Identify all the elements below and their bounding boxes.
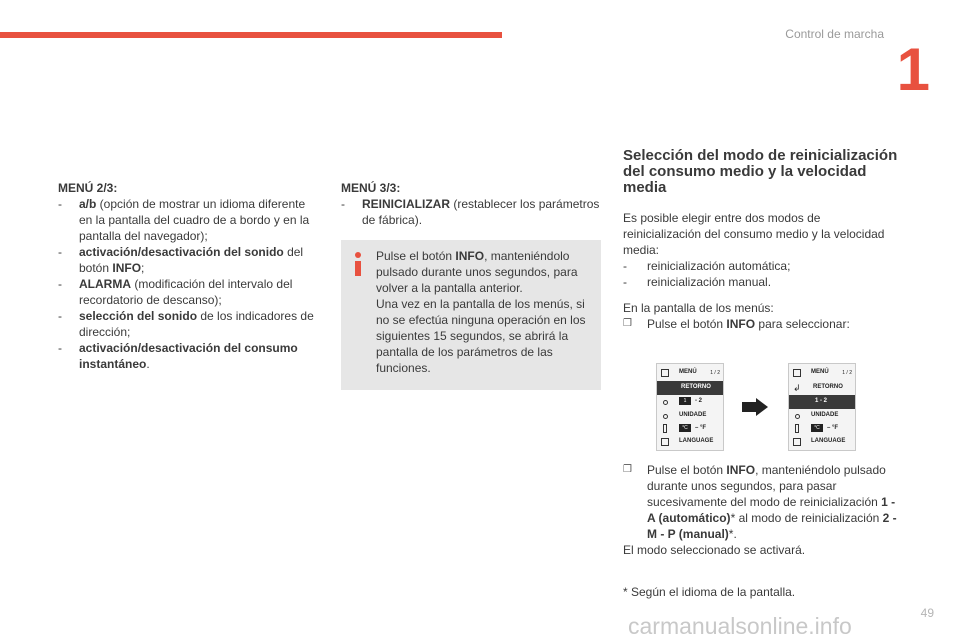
screen-temp-selected: °C — [811, 424, 823, 432]
column-menu-2-3 — [58, 180, 320, 372]
screen-language-row — [657, 435, 723, 449]
list-item — [58, 196, 320, 244]
item-bold: activación/desactivación del sonido — [79, 245, 284, 259]
unit-icon — [795, 414, 800, 419]
column-reset-mode — [623, 148, 898, 332]
item-text: (modificación del intervalo del recordatorio de descanso); — [79, 277, 293, 307]
screen-menu-row — [657, 366, 723, 380]
list-item — [58, 340, 320, 372]
display-screen-before — [656, 363, 724, 451]
screen-temp-row — [789, 422, 855, 436]
press-text: Pulse el botón — [647, 317, 727, 331]
press-bold: 2 - M - P (manual) — [647, 511, 897, 541]
screen-page-indicator: 1 / 2 — [842, 370, 852, 376]
thermometer-icon — [795, 424, 799, 433]
list-item: - reinicialización automática; — [623, 258, 898, 274]
press-text: *. — [728, 527, 737, 541]
screen-unidade-label: UNIDADE — [811, 412, 839, 418]
screen-retorno-label: RETORNO — [681, 384, 711, 390]
screen-language-label: LANGUAGE — [811, 438, 846, 444]
press-bold: INFO — [726, 317, 756, 331]
chapter-number: 1 — [896, 36, 930, 103]
item-text: ; — [141, 261, 145, 275]
press-text: * al modo de reinicialización — [730, 511, 883, 525]
press-info-select — [623, 316, 898, 332]
list-item — [341, 196, 603, 228]
menu-2-3-heading: MENÚ 2/3: — [58, 181, 118, 195]
menu-2-3-list — [58, 196, 320, 372]
menu-icon — [793, 369, 801, 377]
press-bold: INFO — [726, 463, 756, 477]
press-bold: 1 - A (automático) — [647, 495, 896, 525]
section-title: Selección del modo de reinicialización del consumo medio y la velocidad media — [623, 147, 898, 196]
item-bold: INFO — [112, 261, 142, 275]
column-menu-3-3 — [341, 180, 603, 228]
thermometer-icon — [663, 424, 667, 433]
info-text-bold: INFO — [455, 249, 485, 263]
press-text: Pulse el botón — [647, 463, 727, 477]
language-icon — [661, 438, 669, 446]
screen-unidade-row — [789, 409, 855, 423]
screen-menu-row — [789, 366, 855, 380]
display-screen-after — [788, 363, 856, 451]
square-bullet-icon: ❒ — [623, 318, 632, 329]
screen-mode-row — [657, 395, 723, 409]
header-accent-bar — [0, 32, 502, 38]
intro-text: Es posible elegir entre dos modos de reinicialización del consumo medio y la velocidad media: — [623, 211, 885, 257]
list-item — [58, 308, 320, 340]
info-text-part: , manteniéndolo pulsado durante unos segundos, para volver a la pantalla anterior. — [376, 249, 578, 295]
square-bullet-icon: ❒ — [623, 464, 632, 475]
unit-icon — [663, 414, 668, 419]
item-text: (restablecer los parámetros de fábrica). — [362, 197, 600, 227]
footnote: * Según el idioma de la pantalla. — [623, 585, 796, 599]
screen-retorno-row — [789, 381, 855, 395]
screen-mode-row — [789, 395, 855, 409]
list-item — [58, 276, 320, 308]
list-item — [58, 244, 320, 276]
item-text: del botón — [79, 245, 304, 275]
screen-page-indicator: 1 / 2 — [710, 370, 720, 376]
press-info-cycle — [623, 462, 898, 542]
list-item: - reinicialización manual. — [623, 274, 898, 290]
screen-mode-rest: - 2 — [695, 398, 703, 404]
section-header-title: Control de marcha — [785, 27, 884, 41]
activated-line: El modo seleccionado se activará. — [623, 543, 806, 557]
back-arrow-icon: ↲ — [793, 383, 801, 393]
item-bold: selección del sonido — [79, 309, 198, 323]
item-bold: activación/desactivación del consumo instantáneo — [79, 341, 298, 371]
screen-menu-label: MENÚ — [679, 369, 697, 375]
item-bold: ALARMA — [79, 277, 131, 291]
info-text-part: Una vez en la pantalla de los menús, si no se efectúa ninguna operación en los siguientes 15 segundos, se abrirá la pantalla de los parámetros de las funciones. — [376, 297, 586, 375]
info-text-part: Pulse el botón — [376, 249, 456, 263]
info-text — [376, 248, 594, 376]
info-box — [341, 240, 601, 390]
item-bold: a/b — [79, 197, 97, 211]
screen-language-row — [789, 435, 855, 449]
menus-line: En la pantalla de los menús: — [623, 301, 774, 315]
screen-retorno-row — [657, 381, 723, 395]
screen-temp-row — [657, 422, 723, 436]
screen-language-label: LANGUAGE — [679, 438, 714, 444]
screen-retorno-label: RETORNO — [813, 384, 843, 390]
item-text: . — [146, 357, 150, 371]
item-bold: REINICIALIZAR — [362, 197, 450, 211]
screen-unidade-label: UNIDADE — [679, 412, 707, 418]
menu-3-3-heading: MENÚ 3/3: — [341, 181, 401, 195]
screen-mode-selected: 1 — [679, 397, 691, 405]
screen-menu-label: MENÚ — [811, 369, 829, 375]
screen-mode-label: 1 - 2 — [815, 398, 828, 404]
info-icon — [353, 252, 363, 276]
fuel-icon — [663, 400, 668, 405]
item-text: (opción de mostrar un idioma diferente en la pantalla del cuadro de a bordo y en la pantalla del navegador); — [79, 197, 310, 243]
item-text: de los indicadores de dirección; — [79, 309, 314, 339]
press-text: para seleccionar: — [755, 317, 850, 331]
screen-temp-selected: °C — [679, 424, 691, 432]
screen-temp-rest: – °F — [827, 425, 839, 431]
intro-paragraph — [623, 210, 898, 290]
press-text: , manteniéndolo pulsado durante unos segundos, para pasar sucesivamente del modo de reinicialización — [647, 463, 886, 509]
page-number: 49 — [920, 606, 934, 620]
menu-3-3-list — [341, 196, 603, 228]
press-info-cycle-block — [623, 462, 898, 558]
menu-icon — [661, 369, 669, 377]
modes-list — [623, 258, 898, 290]
screen-temp-rest: – °F — [695, 425, 707, 431]
screen-unidade-row — [657, 409, 723, 423]
watermark-text: carmanualsonline.info — [628, 613, 852, 639]
language-icon — [793, 438, 801, 446]
